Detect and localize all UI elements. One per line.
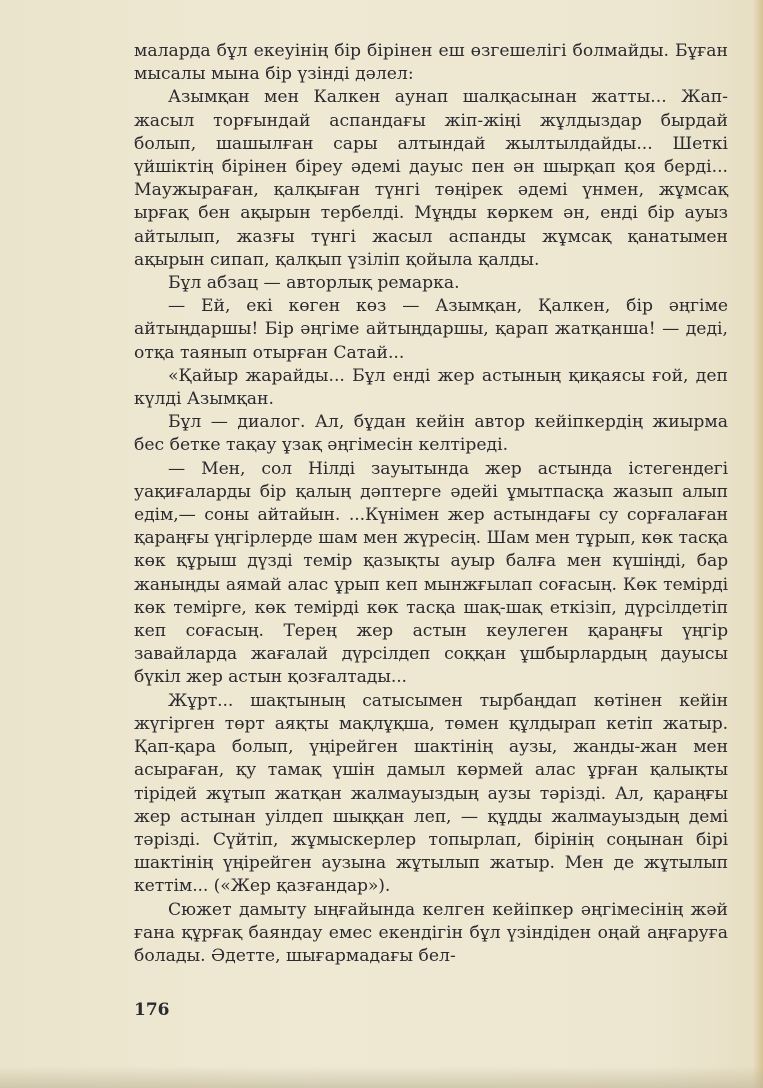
page-number: 176 xyxy=(134,1000,170,1020)
paragraph-dialogue-1: — Ей, екі көген көз — Азымқан, Қалкен, бір әңгіме айтыңдаршы! Бір әңгіме айтыңдаршы, қарап жатқанша! — деді, отқа таянып отырған Сатай... xyxy=(134,296,728,363)
paragraph-quote-excerpt: Азымқан мен Калкен аунап шалқасынан жатты... Жап-жасыл торғындай аспандағы жіп-жіңі жұлдыздар бырдай болып, шашылған сары алтындай жылтылдайды... Шеткі үйшіктің бірінен біреу әдемі дауыс пен ән шырқап қоя берді... Маужыраған, қалқыған түнгі төңірек әдемі үнмен, жұмсақ ырғақ бен ақырын тербелді. Мұңды көркем ән, енді бір ауыз айтылып, жазғы түнгі жасыл аспанды жұмсақ қанатымен ақырын сипап, қалқып үзіліп қойыла қалды. xyxy=(134,87,728,270)
paragraph-remark-note: Бұл абзац — авторлық ремарка. xyxy=(168,273,460,294)
body-text xyxy=(134,40,728,968)
paragraph-monologue-1: — Мен, сол Нілді зауытында жер астында істегендегі уақиғаларды бір қалың дәптерге әдейі ұмытпасқа жазып алып едім,— соны айтайын. ...Күнімен жер астындағы су сорғалаған қараңғы үңгірлерде шам мен жүресің. Шам мен тұрып, көк тасқа көк құрыш дүзді темір қазықты ауыр балға мен күшіңді, бар жаныңды аямай алас ұрып кеп мынжғылап соғасың. Көк темірді көк темірге, көк темірді көк тасқа шақ-шақ еткізіп, дүрсілдетіп кеп соғасың. Терең жер астын кеулеген қараңғы үңгір завайларда жағалай дүрсілдеп соққан ұшбырлардың дауысы бүкіл жер астын қозғалтады... xyxy=(134,458,728,688)
page-bottom-shadow xyxy=(0,1066,763,1088)
paragraph-commentary: Сюжет дамыту ыңғайында келген кейіпкер әңгімесінің жәй ғана құрғақ баяндау емес екендігін бұл үзіндіден оңай аңғаруға болады. Әдетте, шығармадағы бел- xyxy=(134,899,728,966)
paragraph-continuation: маларда бұл екеуінің бір бірінен еш өзгешелігі болмайды. Бұған мысалы мына бір үзінді дәлел: xyxy=(134,41,728,85)
paragraph-dialogue-note: Бұл — диалог. Ал, бұдан кейін автор кейіпкердің жиырма бес бетке тақау ұзақ әңгімесін келтіреді. xyxy=(134,412,728,456)
page-edge-shadow xyxy=(753,0,763,1088)
paragraph-dialogue-2: «Қайыр жарайды... Бұл енді жер астының қиқаясы ғой, деп күлді Азымқан. xyxy=(134,365,728,410)
paragraph-monologue-2: Жұрт... шақтының сатысымен тырбаңдап көтінен кейін жүгірген төрт аяқты мақлұқша, төмен құлдырап кетіп жатыр. Қап-қара болып, үңірейген шактінің аузы, жанды-жан мен асыраған, қу тамақ үшін дамыл көрмей алас ұрған қалықты тірідей жұтып жатқан жалмауыздың аузы тәрізді. Ал, қараңғы жер астынан уілдеп шыққан леп, — құдды жалмауыздың демі тәрізді. Сүйтіп, жұмыскерлер топырлап, бірінің соңынан бірі шактінің үңірейген аузына жұтылып жатыр. Мен де жұтылып кеттім... («Жер қазғандар»). xyxy=(134,690,728,897)
